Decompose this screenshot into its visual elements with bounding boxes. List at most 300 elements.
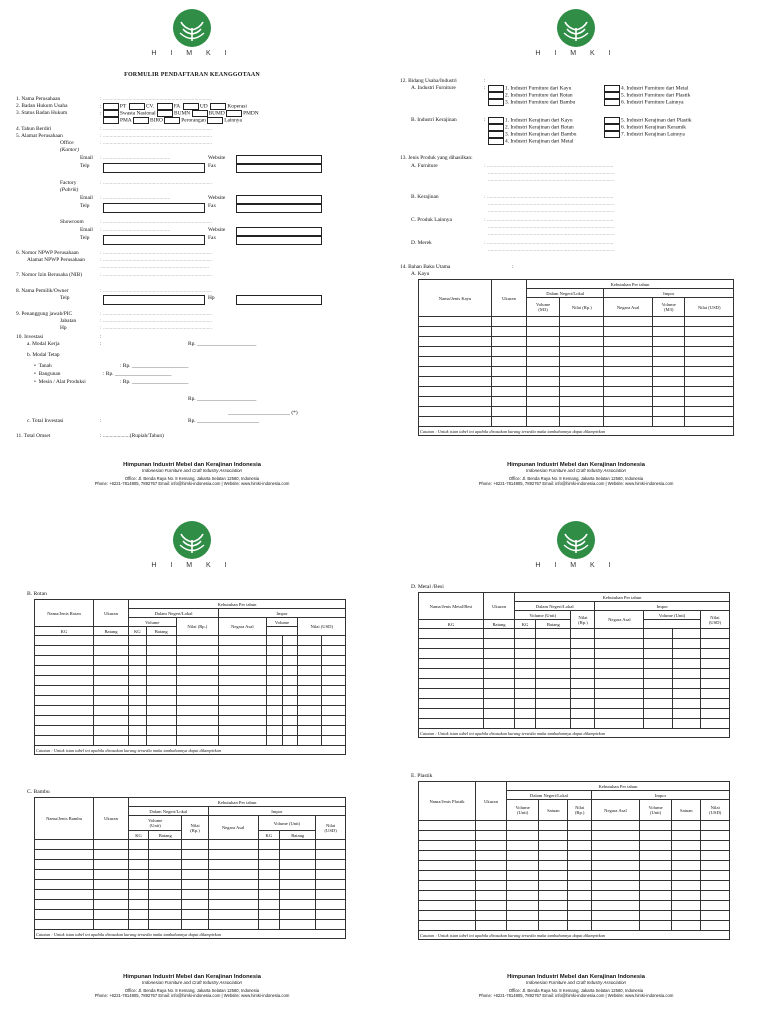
table-cell[interactable] — [266, 656, 282, 666]
table-cell[interactable] — [149, 920, 182, 930]
table-cell[interactable] — [35, 900, 94, 910]
table-cell[interactable] — [672, 831, 701, 841]
table-cell[interactable] — [652, 397, 685, 407]
table-cell[interactable] — [94, 636, 129, 646]
table-cell[interactable] — [595, 699, 644, 709]
table-cell[interactable] — [484, 679, 515, 689]
table-cell[interactable] — [35, 850, 94, 860]
table-cell[interactable] — [652, 337, 685, 347]
table-cell[interactable] — [672, 649, 700, 659]
table-cell[interactable] — [515, 669, 536, 679]
checkbox-pt[interactable] — [103, 103, 119, 110]
table-cell[interactable] — [298, 646, 322, 656]
table-cell[interactable] — [94, 646, 129, 656]
table-cell[interactable] — [515, 639, 536, 649]
table-cell[interactable] — [507, 831, 539, 841]
table-cell[interactable] — [419, 377, 492, 387]
table-cell[interactable] — [484, 639, 515, 649]
table-cell[interactable] — [419, 669, 484, 679]
table-cell[interactable] — [322, 706, 346, 716]
table-cell[interactable] — [146, 706, 176, 716]
table-cell[interactable] — [571, 719, 595, 729]
table-cell[interactable] — [539, 841, 568, 851]
table-cell[interactable] — [492, 397, 527, 407]
table-cell[interactable] — [266, 716, 282, 726]
table-cell[interactable] — [176, 666, 219, 676]
table-cell[interactable] — [35, 840, 94, 850]
table-cell[interactable] — [672, 679, 700, 689]
table-cell[interactable] — [492, 327, 527, 337]
table-cell[interactable] — [639, 921, 671, 931]
table-cell[interactable] — [644, 659, 672, 669]
table-cell[interactable] — [672, 821, 701, 831]
table-cell[interactable] — [282, 636, 298, 646]
table-cell[interactable] — [419, 689, 484, 699]
table-cell[interactable] — [571, 629, 595, 639]
table-cell[interactable] — [146, 656, 176, 666]
table-cell[interactable] — [700, 669, 729, 679]
table-cell[interactable] — [595, 679, 644, 689]
table-cell[interactable] — [149, 900, 182, 910]
table-cell[interactable] — [484, 629, 515, 639]
table-cell[interactable] — [298, 716, 322, 726]
table-cell[interactable] — [94, 920, 129, 930]
table-cell[interactable] — [476, 841, 507, 851]
table-cell[interactable] — [604, 397, 652, 407]
table-cell[interactable] — [639, 901, 671, 911]
table-cell[interactable] — [560, 367, 604, 377]
table-cell[interactable] — [571, 699, 595, 709]
table-cell[interactable] — [644, 629, 672, 639]
table-cell[interactable] — [476, 921, 507, 931]
table-cell[interactable] — [129, 656, 147, 666]
table-cell[interactable] — [672, 699, 700, 709]
table-cell[interactable] — [527, 357, 560, 367]
table-cell[interactable] — [652, 407, 685, 417]
table-cell[interactable] — [419, 357, 492, 367]
table-cell[interactable] — [536, 639, 571, 649]
table-cell[interactable] — [476, 911, 507, 921]
table-cell[interactable] — [685, 397, 734, 407]
showroom-telp-input[interactable] — [103, 235, 205, 245]
table-cell[interactable] — [182, 850, 208, 860]
owner-telp-input[interactable] — [103, 295, 205, 305]
table-cell[interactable] — [536, 709, 571, 719]
table-cell[interactable] — [280, 850, 316, 860]
table-cell[interactable] — [515, 629, 536, 639]
table-cell[interactable] — [219, 646, 266, 656]
table-cell[interactable] — [129, 686, 147, 696]
table-cell[interactable] — [591, 891, 639, 901]
table-cell[interactable] — [604, 337, 652, 347]
table-cell[interactable] — [94, 696, 129, 706]
table-cell[interactable] — [539, 901, 568, 911]
table-cell[interactable] — [258, 910, 280, 920]
table-cell[interactable] — [644, 649, 672, 659]
table-cell[interactable] — [539, 851, 568, 861]
table-cell[interactable] — [568, 881, 592, 891]
table-cell[interactable] — [94, 880, 129, 890]
table-cell[interactable] — [266, 706, 282, 716]
table-cell[interactable] — [219, 696, 266, 706]
table-cell[interactable] — [701, 841, 730, 851]
table-cell[interactable] — [568, 851, 592, 861]
table-cell[interactable] — [639, 831, 671, 841]
table-cell[interactable] — [672, 901, 701, 911]
table-cell[interactable] — [208, 850, 258, 860]
table-cell[interactable] — [560, 387, 604, 397]
table-cell[interactable] — [129, 910, 149, 920]
table-cell[interactable] — [701, 871, 730, 881]
table-cell[interactable] — [35, 686, 94, 696]
checkbox-pmdn[interactable] — [226, 110, 242, 117]
table-cell[interactable] — [35, 726, 94, 736]
table-cell[interactable] — [672, 629, 700, 639]
table-cell[interactable] — [129, 900, 149, 910]
table-cell[interactable] — [35, 646, 94, 656]
table-cell[interactable] — [568, 921, 592, 931]
table-cell[interactable] — [527, 397, 560, 407]
table-cell[interactable] — [652, 357, 685, 367]
table-cell[interactable] — [700, 659, 729, 669]
table-cell[interactable] — [419, 719, 484, 729]
table-cell[interactable] — [129, 736, 147, 746]
table-cell[interactable] — [515, 719, 536, 729]
table-cell[interactable] — [476, 821, 507, 831]
table-cell[interactable] — [35, 736, 94, 746]
table-cell[interactable] — [560, 397, 604, 407]
table-cell[interactable] — [476, 861, 507, 871]
table-cell[interactable] — [644, 719, 672, 729]
table-cell[interactable] — [685, 367, 734, 377]
table-cell[interactable] — [280, 920, 316, 930]
table-cell[interactable] — [604, 317, 652, 327]
table-cell[interactable] — [507, 871, 539, 881]
table-cell[interactable] — [322, 736, 346, 746]
table-cell[interactable] — [322, 716, 346, 726]
table-cell[interactable] — [539, 871, 568, 881]
table-cell[interactable] — [700, 689, 729, 699]
table-cell[interactable] — [149, 840, 182, 850]
table-cell[interactable] — [219, 726, 266, 736]
table-cell[interactable] — [266, 686, 282, 696]
table-cell[interactable] — [568, 821, 592, 831]
table-cell[interactable] — [182, 870, 208, 880]
table-cell[interactable] — [129, 840, 149, 850]
table-cell[interactable] — [176, 686, 219, 696]
checkbox-swasta[interactable] — [103, 110, 119, 117]
table-cell[interactable] — [149, 910, 182, 920]
table-cell[interactable] — [266, 676, 282, 686]
table-cell[interactable] — [571, 649, 595, 659]
table-cell[interactable] — [176, 706, 219, 716]
table-cell[interactable] — [492, 407, 527, 417]
table-cell[interactable] — [419, 891, 476, 901]
table-cell[interactable] — [701, 881, 730, 891]
table-cell[interactable] — [129, 850, 149, 860]
table-cell[interactable] — [685, 317, 734, 327]
table-cell[interactable] — [476, 831, 507, 841]
table-cell[interactable] — [282, 716, 298, 726]
table-cell[interactable] — [527, 387, 560, 397]
table-cell[interactable] — [507, 891, 539, 901]
table-cell[interactable] — [685, 377, 734, 387]
table-cell[interactable] — [700, 679, 729, 689]
table-cell[interactable] — [652, 367, 685, 377]
table-cell[interactable] — [476, 851, 507, 861]
table-cell[interactable] — [571, 709, 595, 719]
table-cell[interactable] — [701, 891, 730, 901]
checkbox-lainnya[interactable] — [207, 117, 223, 124]
table-cell[interactable] — [419, 851, 476, 861]
table-cell[interactable] — [129, 880, 149, 890]
table-cell[interactable] — [419, 417, 492, 427]
table-cell[interactable] — [644, 689, 672, 699]
table-cell[interactable] — [176, 676, 219, 686]
table-cell[interactable] — [644, 669, 672, 679]
table-cell[interactable] — [419, 397, 492, 407]
table-cell[interactable] — [129, 920, 149, 930]
table-cell[interactable] — [176, 726, 219, 736]
table-cell[interactable] — [484, 669, 515, 679]
table-cell[interactable] — [652, 387, 685, 397]
table-cell[interactable] — [282, 666, 298, 676]
table-cell[interactable] — [419, 699, 484, 709]
table-cell[interactable] — [298, 686, 322, 696]
table-cell[interactable] — [568, 891, 592, 901]
table-cell[interactable] — [527, 407, 560, 417]
table-cell[interactable] — [571, 679, 595, 689]
table-cell[interactable] — [700, 629, 729, 639]
table-cell[interactable] — [266, 726, 282, 736]
table-cell[interactable] — [94, 726, 129, 736]
table-cell[interactable] — [571, 639, 595, 649]
table-cell[interactable] — [208, 900, 258, 910]
table-cell[interactable] — [700, 719, 729, 729]
table-cell[interactable] — [419, 871, 476, 881]
table-cell[interactable] — [492, 367, 527, 377]
table-cell[interactable] — [672, 841, 701, 851]
table-cell[interactable] — [129, 726, 147, 736]
table-cell[interactable] — [35, 870, 94, 880]
table-cell[interactable] — [652, 377, 685, 387]
table-cell[interactable] — [484, 719, 515, 729]
table-cell[interactable] — [146, 716, 176, 726]
table-cell[interactable] — [536, 699, 571, 709]
owner-hp-input[interactable] — [236, 295, 322, 305]
table-cell[interactable] — [419, 327, 492, 337]
table-cell[interactable] — [266, 636, 282, 646]
table-cell[interactable] — [182, 920, 208, 930]
table-cell[interactable] — [560, 407, 604, 417]
table-cell[interactable] — [539, 861, 568, 871]
table-cell[interactable] — [685, 337, 734, 347]
table-cell[interactable] — [258, 860, 280, 870]
table-cell[interactable] — [639, 861, 671, 871]
table-cell[interactable] — [652, 417, 685, 427]
table-cell[interactable] — [322, 646, 346, 656]
checkbox-perorangan[interactable] — [164, 117, 180, 124]
table-cell[interactable] — [507, 881, 539, 891]
table-cell[interactable] — [316, 910, 346, 920]
table-cell[interactable] — [176, 636, 219, 646]
table-cell[interactable] — [560, 377, 604, 387]
table-cell[interactable] — [507, 911, 539, 921]
table-cell[interactable] — [507, 901, 539, 911]
table-cell[interactable] — [595, 669, 644, 679]
table-cell[interactable] — [419, 407, 492, 417]
table-cell[interactable] — [604, 387, 652, 397]
table-cell[interactable] — [149, 890, 182, 900]
table-cell[interactable] — [484, 709, 515, 719]
table-cell[interactable] — [182, 860, 208, 870]
table-cell[interactable] — [280, 910, 316, 920]
table-cell[interactable] — [419, 659, 484, 669]
checkbox-craft-4[interactable] — [488, 138, 504, 145]
table-cell[interactable] — [94, 890, 129, 900]
checkbox-pma[interactable] — [103, 117, 119, 124]
table-cell[interactable] — [560, 357, 604, 367]
table-cell[interactable] — [94, 736, 129, 746]
table-cell[interactable] — [94, 850, 129, 860]
table-cell[interactable] — [672, 921, 701, 931]
table-cell[interactable] — [316, 850, 346, 860]
table-cell[interactable] — [591, 921, 639, 931]
table-cell[interactable] — [507, 851, 539, 861]
table-cell[interactable] — [316, 900, 346, 910]
table-cell[interactable] — [536, 689, 571, 699]
table-cell[interactable] — [316, 860, 346, 870]
table-cell[interactable] — [568, 901, 592, 911]
table-cell[interactable] — [266, 696, 282, 706]
table-cell[interactable] — [208, 880, 258, 890]
table-cell[interactable] — [700, 709, 729, 719]
table-cell[interactable] — [527, 417, 560, 427]
table-cell[interactable] — [591, 861, 639, 871]
table-cell[interactable] — [536, 649, 571, 659]
table-cell[interactable] — [701, 911, 730, 921]
table-cell[interactable] — [672, 689, 700, 699]
table-cell[interactable] — [672, 639, 700, 649]
table-cell[interactable] — [182, 910, 208, 920]
table-cell[interactable] — [507, 921, 539, 931]
table-cell[interactable] — [507, 861, 539, 871]
table-cell[interactable] — [560, 417, 604, 427]
table-cell[interactable] — [685, 387, 734, 397]
checkbox-ud[interactable] — [183, 103, 199, 110]
table-cell[interactable] — [419, 347, 492, 357]
table-cell[interactable] — [219, 686, 266, 696]
table-cell[interactable] — [129, 706, 147, 716]
table-cell[interactable] — [208, 920, 258, 930]
table-cell[interactable] — [604, 327, 652, 337]
table-cell[interactable] — [35, 860, 94, 870]
table-cell[interactable] — [176, 646, 219, 656]
table-cell[interactable] — [129, 636, 147, 646]
table-cell[interactable] — [604, 407, 652, 417]
table-cell[interactable] — [258, 920, 280, 930]
checkbox-craft-1[interactable] — [488, 117, 504, 124]
table-cell[interactable] — [280, 880, 316, 890]
table-cell[interactable] — [316, 920, 346, 930]
table-cell[interactable] — [35, 890, 94, 900]
table-cell[interactable] — [560, 337, 604, 347]
table-cell[interactable] — [476, 901, 507, 911]
table-cell[interactable] — [35, 696, 94, 706]
table-cell[interactable] — [571, 669, 595, 679]
table-cell[interactable] — [208, 860, 258, 870]
table-cell[interactable] — [560, 317, 604, 327]
table-cell[interactable] — [219, 736, 266, 746]
table-cell[interactable] — [208, 910, 258, 920]
table-cell[interactable] — [639, 891, 671, 901]
table-cell[interactable] — [672, 911, 701, 921]
table-cell[interactable] — [419, 639, 484, 649]
table-cell[interactable] — [700, 699, 729, 709]
table-cell[interactable] — [492, 317, 527, 327]
table-cell[interactable] — [419, 317, 492, 327]
table-cell[interactable] — [129, 666, 147, 676]
table-cell[interactable] — [35, 636, 94, 646]
table-cell[interactable] — [700, 649, 729, 659]
table-cell[interactable] — [280, 890, 316, 900]
table-cell[interactable] — [571, 689, 595, 699]
table-cell[interactable] — [527, 347, 560, 357]
table-cell[interactable] — [280, 900, 316, 910]
table-cell[interactable] — [219, 676, 266, 686]
table-cell[interactable] — [298, 706, 322, 716]
table-cell[interactable] — [282, 686, 298, 696]
table-cell[interactable] — [176, 736, 219, 746]
table-cell[interactable] — [219, 666, 266, 676]
table-cell[interactable] — [208, 870, 258, 880]
table-cell[interactable] — [639, 851, 671, 861]
table-cell[interactable] — [280, 840, 316, 850]
table-cell[interactable] — [701, 861, 730, 871]
table-cell[interactable] — [94, 910, 129, 920]
table-cell[interactable] — [595, 719, 644, 729]
table-cell[interactable] — [639, 911, 671, 921]
table-cell[interactable] — [282, 646, 298, 656]
table-cell[interactable] — [701, 831, 730, 841]
table-cell[interactable] — [94, 840, 129, 850]
table-cell[interactable] — [219, 716, 266, 726]
table-cell[interactable] — [298, 656, 322, 666]
checkbox-koperasi[interactable] — [210, 103, 226, 110]
table-cell[interactable] — [176, 656, 219, 666]
table-cell[interactable] — [536, 719, 571, 729]
table-cell[interactable] — [560, 327, 604, 337]
table-cell[interactable] — [322, 686, 346, 696]
table-cell[interactable] — [419, 709, 484, 719]
table-cell[interactable] — [595, 629, 644, 639]
table-cell[interactable] — [258, 900, 280, 910]
table-cell[interactable] — [322, 636, 346, 646]
table-cell[interactable] — [266, 646, 282, 656]
table-cell[interactable] — [282, 726, 298, 736]
table-cell[interactable] — [94, 716, 129, 726]
table-cell[interactable] — [419, 861, 476, 871]
table-cell[interactable] — [35, 656, 94, 666]
table-cell[interactable] — [419, 901, 476, 911]
table-cell[interactable] — [129, 890, 149, 900]
table-cell[interactable] — [672, 881, 701, 891]
table-cell[interactable] — [322, 656, 346, 666]
table-cell[interactable] — [129, 716, 147, 726]
table-cell[interactable] — [146, 666, 176, 676]
table-cell[interactable] — [672, 851, 701, 861]
table-cell[interactable] — [604, 367, 652, 377]
